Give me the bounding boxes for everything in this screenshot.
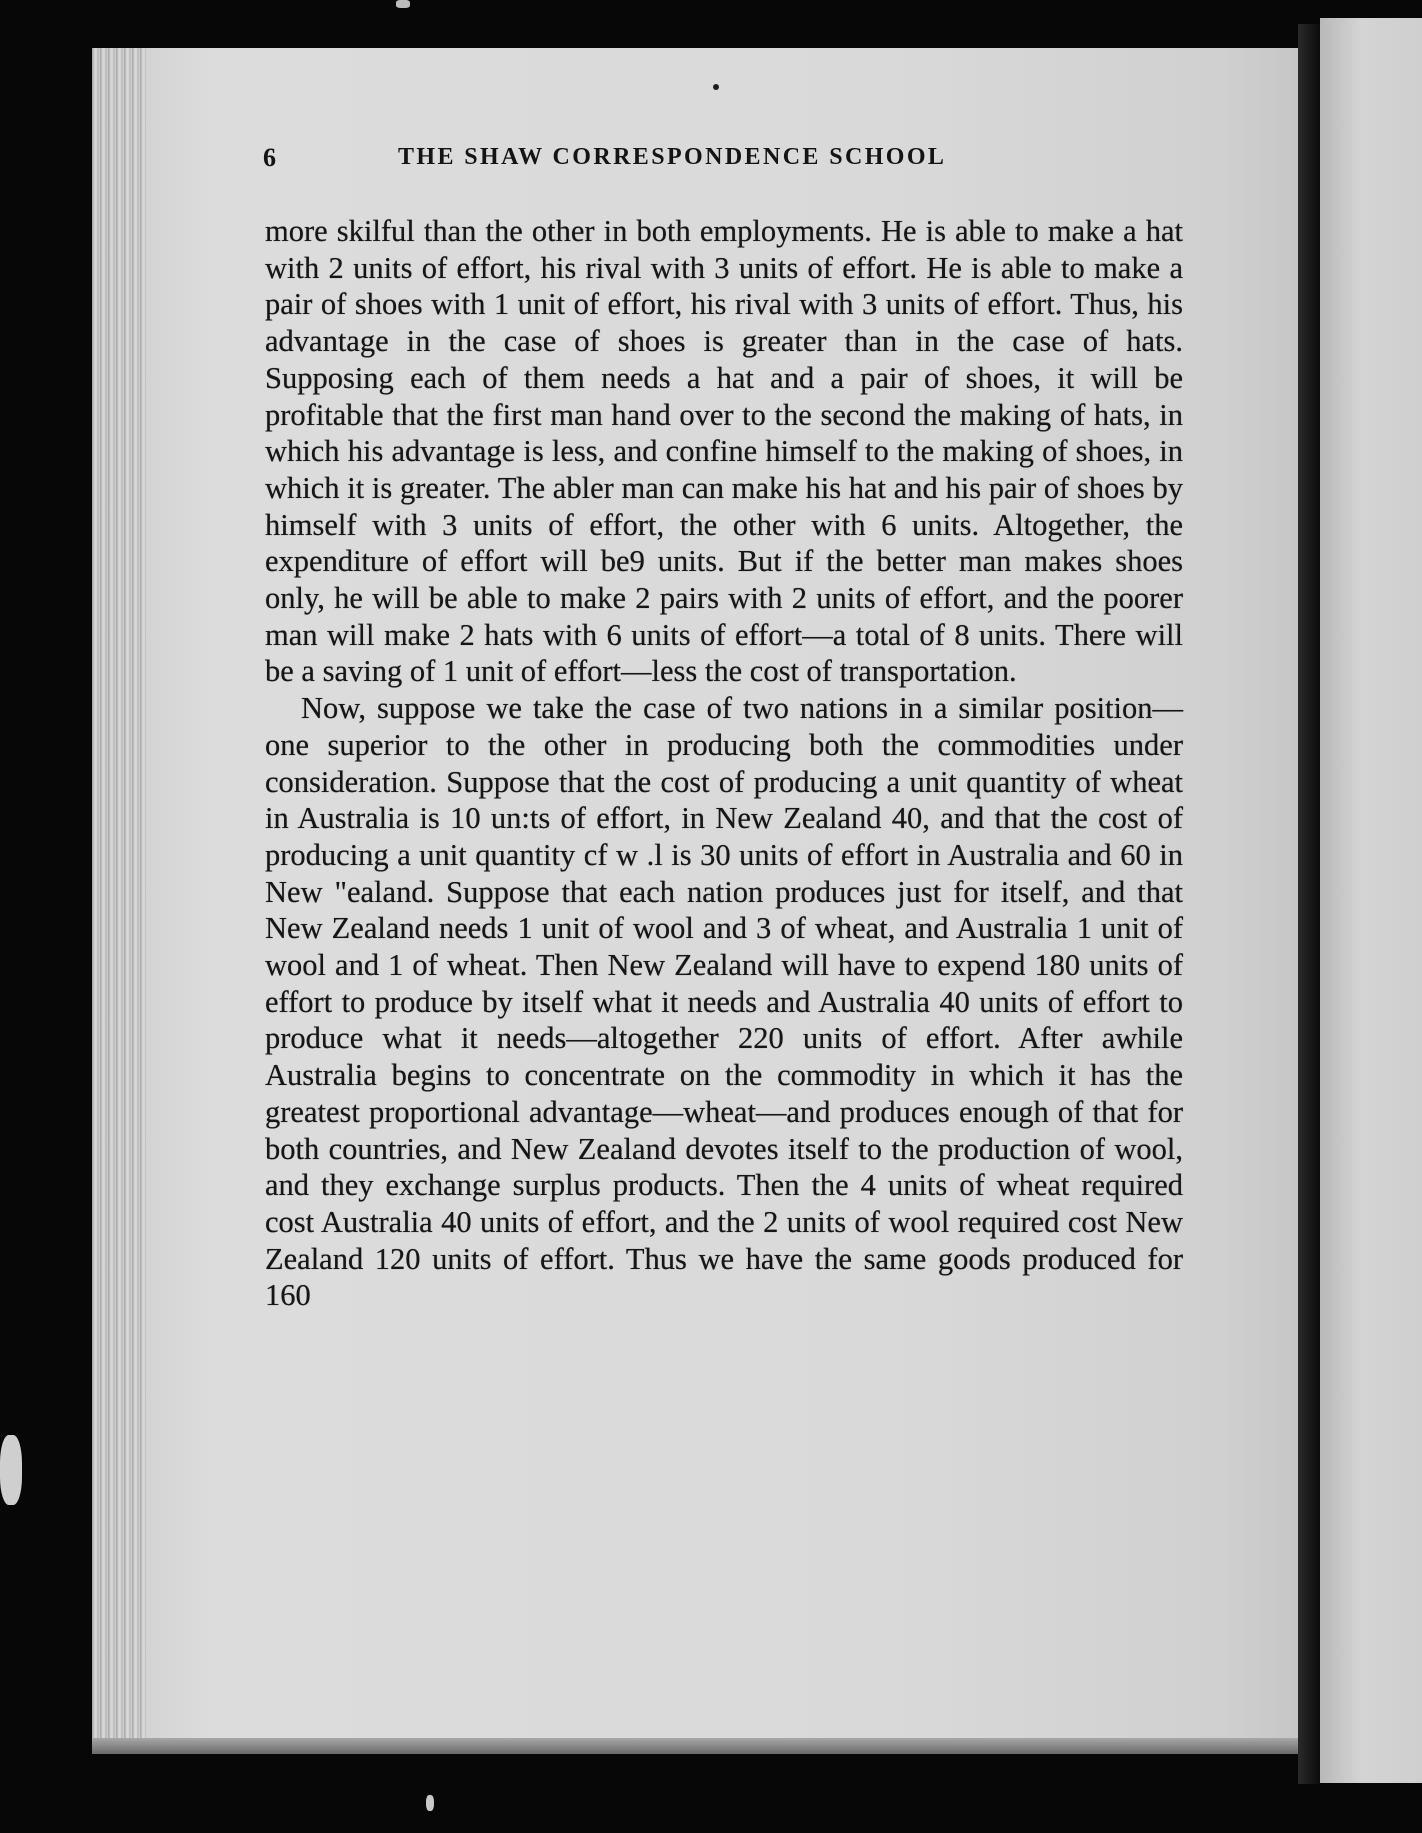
scan-blemish bbox=[426, 1795, 434, 1811]
body-text bbox=[265, 213, 1183, 1314]
paragraph: Now, suppose we take the case of two nations in a similar position—one superior to the other in producing both the commodities under consideration. Suppose that the cost of producing a unit quantity of wheat in Australia is 10 un:ts of effort, in New Zealand 40, and that the cost of producing a unit quantity cf w .l is 30 units of effort in Australia and 60 in New "ealand. Suppose that each nation produces just for itself, and that New Zealand needs 1 unit of wool and 3 of wheat, and Australia 1 unit of wool and 1 of wheat. Then New Zealand will have to expend 180 units of effort to produce by itself what it needs and Australia 40 units of effort to produce what it needs—altogether 220 units of effort. After awhile Australia begins to concentrate on the commodity in which it has the greatest proportional advantage—wheat—and produces enough of that for both countries, and New Zealand devotes itself to the production of wool, and they exchange surplus products. Then the 4 units of wheat required cost Australia 40 units of effort, and the 2 units of wool required cost New Zealand 120 units of effort. Thus we have the same goods produced for 160 bbox=[265, 691, 1183, 1313]
paragraph: more skilful than the other in both employments. He is able to make a hat with 2 units of effort, his rival with 3 units of effort. He is able to make a pair of shoes with 1 unit of effort, his rival with 3 units of effort. Thus, his advantage in the case of shoes is greater than in the case of hats. Supposing each of them needs a hat and a pair of shoes, it will be profitable that the first man hand over to the second the making of hats, in which his advantage is less, and confine himself to the making of shoes, in which it is greater. The abler man can make his hat and his pair of shoes by himself with 3 units of effort, the other with 6 units. Altogether, the expenditure of effort will be9 units. But if the better man makes shoes only, he will be able to make 2 pairs with 2 units of effort, and the poorer man will make 2 hats with 6 units of effort—a total of 8 units. There will be a saving of 1 unit of effort—less the cost of transportation. bbox=[265, 214, 1183, 689]
page-number: 6 bbox=[263, 143, 276, 172]
scan-blemish bbox=[0, 1435, 22, 1505]
ink-speck bbox=[713, 84, 719, 90]
page-bottom-edge bbox=[92, 1738, 1314, 1754]
page-binding-edge bbox=[92, 48, 146, 1750]
adjacent-page-edge bbox=[1320, 18, 1422, 1783]
running-head: THE SHAW CORRESPONDENCE SCHOOL bbox=[398, 144, 947, 170]
book-gutter bbox=[1298, 24, 1320, 1784]
page-header bbox=[263, 143, 1043, 179]
scan-blemish bbox=[396, 0, 410, 8]
